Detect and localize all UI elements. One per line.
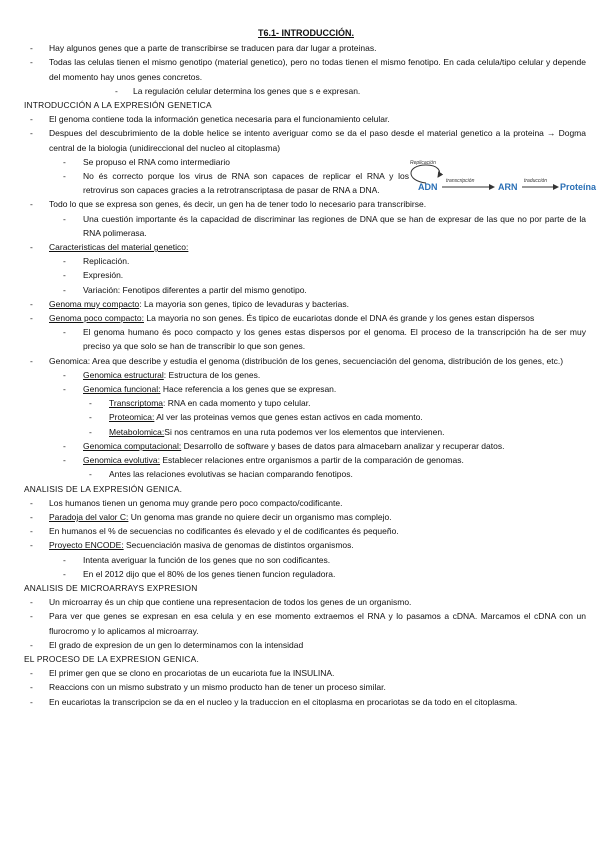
list-item: - El grado de expresion de un gen lo determinamos con la intensidad (26, 638, 586, 652)
term-text: : La mayoria son genes, tipico de levaduras y bacterias. (139, 298, 350, 309)
list-item: - Todas las celulas tienen el mismo genotipo (material genetico), pero no todas tienen el mismo fenotipo. En cada celula/tipo celular y depende del momento hay unos genes concretos. (26, 55, 586, 83)
term-label: Genomica computacional: (83, 440, 182, 451)
term-text: Desarrollo de software y bases de datos para almacebarn analizar y recuperar datos. (181, 440, 505, 451)
term-text: Secuenciación masiva de genomas de distintos organismos. (123, 540, 354, 551)
list-item (26, 368, 586, 382)
list-item (26, 382, 586, 396)
list-item (26, 453, 586, 467)
transcripcion-label: transcripción (446, 178, 475, 184)
proteina-label: Proteína (560, 182, 597, 192)
list-item: - El primer gen que se clono en procariotas de un eucariota fue la INSULINA. (26, 666, 586, 680)
term-label: Genomica funcional: (83, 384, 161, 395)
caracteristicas-label: Caracteristicas del material genetico: (49, 242, 189, 253)
list-item: - No és correcto porque los virus de RNA son capaces de replicar el RNA y los retrovirus son capaces gracies a la retrotranscriptasa de pasar de RNA a DNA. (26, 169, 409, 197)
term-label: Transcriptoma (109, 398, 164, 409)
list-item: - Los humanos tienen un genoma muy grande pero poco compacto/codificante. (26, 496, 586, 510)
traduccion-label: traducción (524, 178, 548, 184)
term-label: Genoma poco compacto: (49, 313, 144, 324)
term-text: : RNA en cada momento y tupo celular. (163, 398, 311, 409)
list-item (26, 311, 586, 325)
term-text: La mayoria no son genes. És tipico de eucariotas donde el DNA és grande y los genes estan dispersos (143, 313, 535, 324)
list-item (26, 439, 586, 453)
term-label: Proyecto ENCODE: (49, 540, 124, 551)
list-item: - El genoma humano és poco compacto y los genes estas dispersos por el genoma. El proceso de la transcripción ha de ser muy preciso ya que solo se han de transcribir lo que son genes. (26, 325, 586, 353)
term-text: Si nos centramos en una ruta podemos ver los elementos que intervienen. (164, 426, 445, 437)
list-item: - En el 2012 dijo que el 80% de los genes tienen funcion reguladora. (26, 567, 586, 581)
list-item: - Se propuso el RNA como intermediario (26, 155, 312, 169)
replicacion-label: Replicación (410, 160, 436, 166)
list-item: - Una cuestión importante és la capacidad de discriminar las regiones de DNA que se han de expresar de las que no por parte de la RNA polimerasa. (26, 212, 586, 240)
term-label: Genomica estructural (83, 369, 164, 380)
list-item: - En humanos el % de secuencias no codificantes és elevado y el de codificantes és pequeño. (26, 524, 586, 538)
list-item (26, 510, 586, 524)
term-label: Genomica evolutiva: (83, 455, 161, 466)
term-label: Metabolomica: (109, 426, 165, 437)
list-item: - Todo lo que se expresa son genes, és decir, un gen ha de tener todo lo necesario para transcribirse. (26, 197, 586, 211)
list-item: - Reaccions con un mismo substrato y un mismo producto han de tener un proceso similar. (26, 680, 586, 694)
section-heading-analisis: ANALISIS DE LA EXPRESIÓN GENICA. (24, 483, 183, 494)
list-item: - Genomica: Area que describe y estudia el genoma (distribución de los genes, secuenciación del genoma, distribución de los genes, etc.) (26, 354, 586, 368)
replication-loop-arrow (411, 165, 440, 183)
arn-label: ARN (498, 182, 518, 192)
list-item: - Replicación. (26, 254, 586, 268)
list-item: - El genoma contiene toda la información genetica necesaria para el funcionamiento celular. (26, 112, 586, 126)
list-item: - Expresión. (26, 268, 586, 282)
list-item: - Despues del descubrimiento de la doble helice se intento averiguar como se da el paso desde el material genetico a la proteina → Dogma central de la biologia (unidireccional del nucleo al citoplasma) (26, 126, 586, 154)
list-item (26, 410, 586, 424)
list-item (26, 396, 586, 410)
term-text: Hace referencia a los genes que se expresan. (160, 384, 337, 395)
list-item: - La regulación celular determina los genes que s e expresan. (26, 84, 586, 98)
adn-label: ADN (418, 182, 438, 192)
list-item (26, 240, 586, 254)
page-title: T6.1- INTRODUCCIÓN. (257, 28, 354, 38)
list-item: - Un microarray és un chip que contiene una representacion de todos los genes de un organismo. (26, 595, 586, 609)
list-item: - Variación: Fenotipos diferentes a partir del mismo genotipo. (26, 283, 586, 297)
section-heading-proceso: EL PROCESO DE LA EXPRESION GENICA. (24, 653, 199, 664)
section-heading-intro: INTRODUCCIÓN A LA EXPRESIÓN GENETICA (24, 100, 212, 111)
term-text: Al ver las proteinas vemos que genes estan activos en cada momento. (154, 412, 423, 423)
list-item (26, 425, 586, 439)
term-label: Genoma muy compacto (49, 298, 140, 309)
list-item: - En eucariotas la transcripcion se da en el nucleo y la traduccion en el citoplasma en procariotas se da todo en el citoplasma. (26, 695, 586, 709)
term-text: Establecer relaciones entre organismos a partir de la comparación de genomas. (160, 455, 464, 466)
list-item: - Antes las relaciones evolutivas se hacian comparando fenotipos. (26, 467, 586, 481)
central-dogma-diagram (404, 159, 600, 205)
section-heading-microarrays: ANALISIS DE MICROARRAYS EXPRESION (24, 582, 198, 593)
term-label: Proteomica: (109, 412, 155, 423)
term-text: Un genoma mas grande no quiere decir un organismo mas complejo. (128, 511, 392, 522)
list-item: - Hay algunos genes que a parte de transcribirse se traducen para dar lugar a proteinas. (26, 41, 586, 55)
list-item (26, 297, 586, 311)
list-item: - Para ver que genes se expresan en esa celula y en ese momento extraemos el RNA y lo pasamos a cDNA. Marcamos el cDNA con un flurocromo y lo aplicamos al microarray. (26, 609, 586, 637)
term-text: : Estructura de los genes. (163, 369, 261, 380)
list-item (26, 538, 586, 552)
list-item: - Intenta averiguar la función de los genes que no son codificantes. (26, 553, 586, 567)
term-label: Paradoja del valor C: (49, 511, 129, 522)
